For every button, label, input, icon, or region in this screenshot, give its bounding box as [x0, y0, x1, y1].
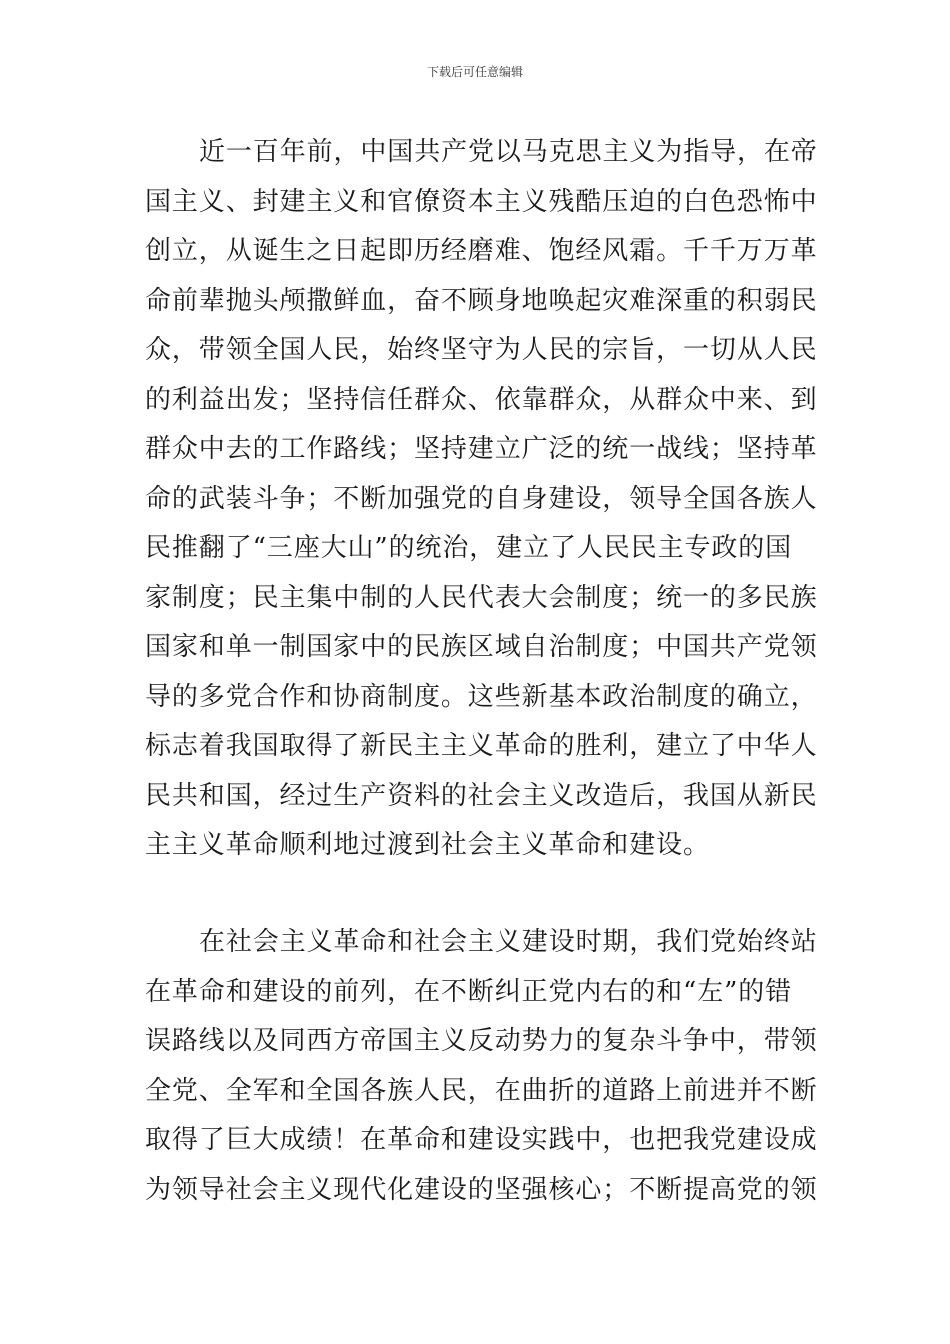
text-line: 民共和国，经过生产资料的社会主义改造后，我国从新民: [145, 780, 818, 811]
header-note: 下载后可任意编辑: [426, 65, 523, 79]
paragraph-2: [145, 918, 818, 1215]
text-line: 取得了巨大成绩！在革命和建设实践中，也把我党建设成: [145, 1125, 818, 1155]
text-line: 的利益出发；坚持信任群众、依靠群众，从群众中来、到: [145, 384, 818, 415]
text-line: 创立，从诞生之日起即历经磨难、饱经风霜。千千万万革: [145, 236, 818, 266]
text-line: 命前辈抛头颅撒鲜血，奋不顾身地唤起灾难深重的积弱民: [145, 285, 818, 316]
text-line: 命的武装斗争；不断加强党的自身建设，领导全国各族人: [145, 483, 818, 514]
text-line: 近一百年前，中国共产党以马克思主义为指导，在帝: [199, 137, 818, 167]
text-line: 在社会主义革命和社会主义建设时期，我们党始终站: [199, 927, 818, 957]
text-line: 全党、全军和全国各族人民，在曲折的道路上前进并不断: [145, 1075, 818, 1106]
text-line: 在革命和建设的前列，在不断纠正党内右的和“左”的错: [145, 976, 793, 1007]
text-line: 标志着我国取得了新民主主义革命的胜利，建立了中华人: [145, 731, 818, 761]
text-line: 国主义、封建主义和官僚资本主义残酷压迫的白色恐怖中: [145, 186, 818, 217]
text-line: 众，带领全国人民，始终坚守为人民的宗旨，一切从人民: [145, 335, 818, 365]
text-line: 为领导社会主义现代化建设的坚强核心；不断提高党的领: [145, 1174, 818, 1205]
text-line: 国家和单一制国家中的民族区域自治制度；中国共产党领: [145, 632, 818, 662]
text-line: 导的多党合作和协商制度。这些新基本政治制度的确立，: [145, 681, 818, 712]
text-line: 家制度；民主集中制的人民代表大会制度；统一的多民族: [145, 582, 818, 613]
text-line: 群众中去的工作路线；坚持建立广泛的统一战线；坚持革: [145, 434, 818, 464]
text-line: 主主义革命顺利地过渡到社会主义革命和建设。: [145, 830, 710, 860]
text-line: 误路线以及同西方帝国主义反动势力的复杂斗争中，带领: [145, 1026, 818, 1056]
paragraph-1: [145, 128, 818, 871]
text-line: 民推翻了“三座大山”的统治，建立了人民民主专政的国: [145, 533, 793, 563]
